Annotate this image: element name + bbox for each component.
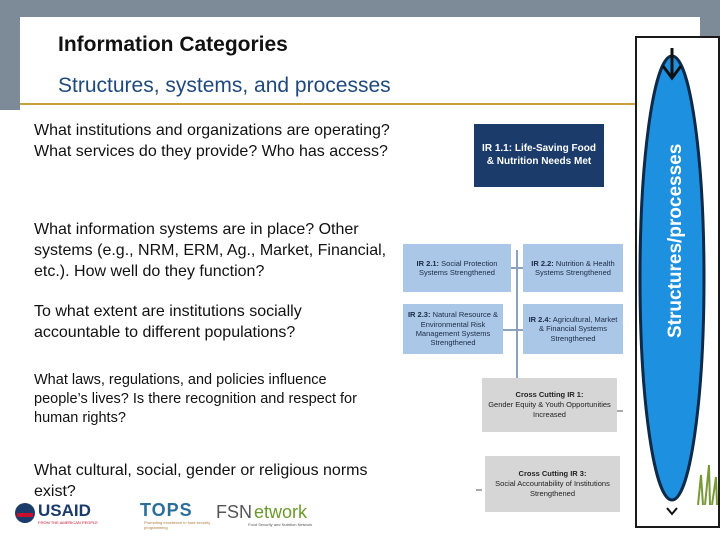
cross-cutting-ir-3-label: Cross Cutting IR 3: — [518, 469, 587, 479]
cross-cutting-ir-1-box — [482, 378, 617, 432]
ir-2-1-box — [403, 244, 511, 292]
title-rule — [20, 103, 635, 105]
fsn-network-logo — [216, 500, 313, 532]
cross-cutting-ir-1-label: Cross Cutting IR 1: — [515, 390, 584, 400]
cross-cutting-ir-3-text: Social Accountability of Institutions Strengthened — [495, 479, 610, 498]
ir-2-4-label: IR 2.4: — [528, 314, 552, 324]
ir-2-3-box — [403, 304, 503, 354]
cross-cutting-ir-3-box — [485, 456, 620, 512]
fsn-wordmark: FSN — [216, 502, 252, 522]
arrow-up-icon — [667, 508, 677, 514]
ir-2-1-label: IR 2.1: — [416, 258, 440, 268]
ir-1-1-label: IR 1.1: — [482, 143, 513, 154]
ir-2-4-box — [523, 304, 623, 354]
connector-line — [511, 267, 523, 269]
tops-logo — [130, 498, 210, 532]
grass-decoration — [695, 455, 720, 505]
tops-tagline: Promoting excellence in food security programming — [144, 520, 211, 530]
ir-2-2-text: Nutrition & Health Systems Strengthened — [535, 258, 615, 277]
question-institutions: What institutions and organizations are operating? What services do they provide? Who has access? — [34, 122, 390, 160]
question-information-systems: What information systems are in place? Other systems (e.g., NRM, ERM, Ag., Market, Financial, etc.). How well do they function? — [34, 221, 387, 280]
connector-dash — [617, 410, 623, 412]
connector-dash — [476, 489, 482, 491]
tops-wordmark: TOPS — [140, 500, 193, 520]
ir-2-2-label: IR 2.2: — [531, 258, 554, 268]
question-norms: What cultural, social, gender or religious norms exist? — [34, 462, 368, 500]
page-title: Information Categories — [58, 33, 288, 56]
ir-2-3-label: IR 2.3: — [407, 310, 431, 320]
ir-2-4-text: Agricultural, Market & Financial Systems Strengthened — [539, 314, 618, 343]
panel-label: Structures/processes — [665, 143, 686, 338]
connector-line — [503, 329, 523, 331]
ellipse-graphic — [637, 38, 718, 526]
ir-2-3-text: Natural Resource & Environmental Risk Management Systems Strengthened — [415, 310, 499, 348]
question-accountability: To what extent are institutions socially accountable to different populations? — [34, 303, 302, 341]
cross-cutting-ir-1-text: Gender Equity & Youth Opportunities Increased — [488, 400, 611, 419]
usaid-tagline: FROM THE AMERICAN PEOPLE — [38, 520, 98, 525]
usaid-wordmark: USAID — [38, 501, 91, 520]
usaid-seal-icon — [14, 502, 36, 524]
connector-line — [516, 250, 518, 378]
usaid-logo — [14, 498, 114, 530]
ir-1-1-box — [474, 124, 604, 187]
question-laws-policies: What laws, regulations, and policies influence people’s lives? Is there recognition and respect for human rights? — [34, 372, 357, 426]
ir-2-2-box — [523, 244, 623, 292]
fsn-network-wordmark: etwork — [254, 502, 308, 522]
ir-1-1-text: Life-Saving Food & Nutrition Needs Met — [486, 143, 596, 167]
ir-2-1-text: Social Protection Systems Strengthened — [419, 258, 498, 277]
page-subtitle: Structures, systems, and processes — [58, 74, 391, 97]
fsn-tagline: Food Security and Nutrition Network — [248, 522, 313, 527]
